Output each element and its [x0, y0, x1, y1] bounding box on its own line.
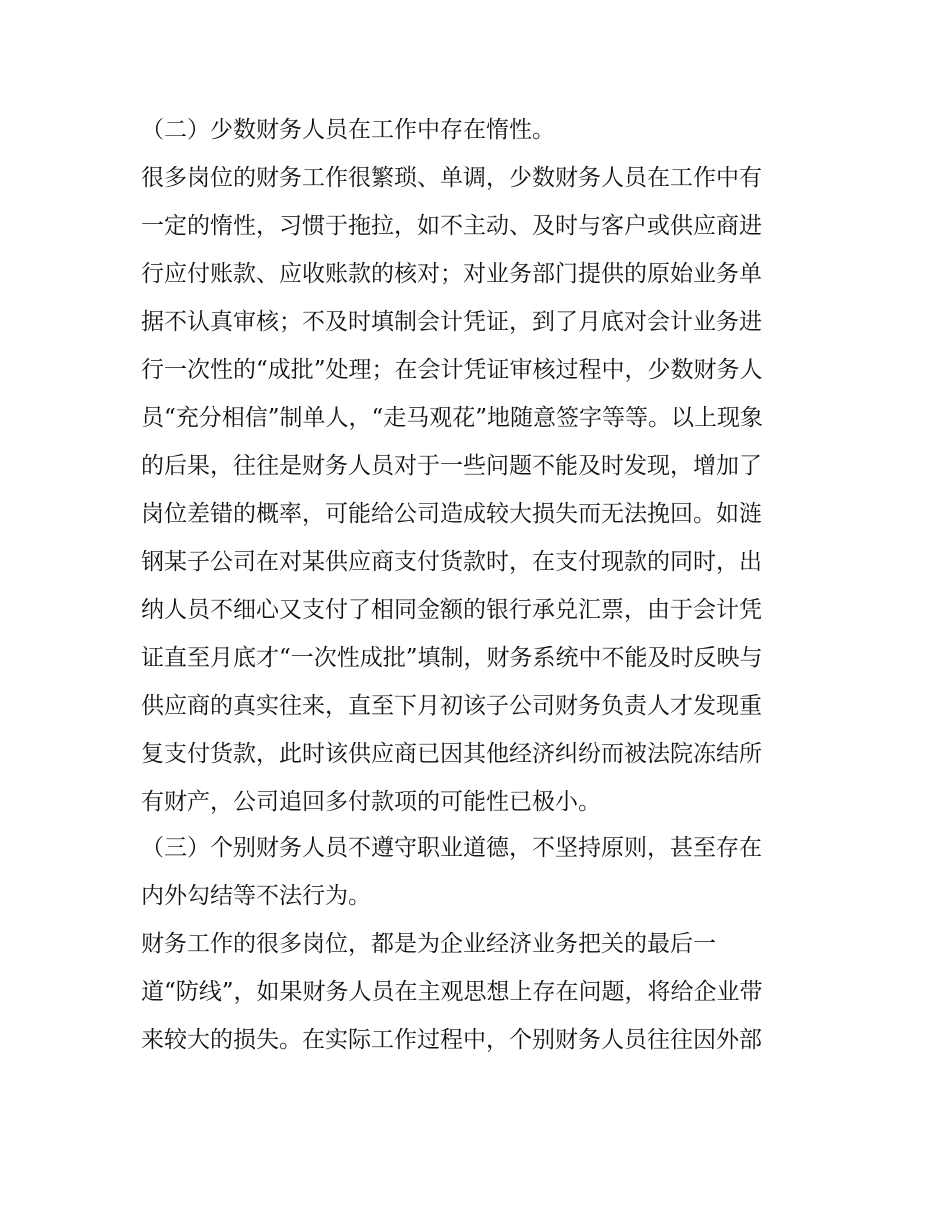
- text-line: 行一次性的“成批”处理；在会计凭证审核过程中，少数财务人: [141, 357, 763, 383]
- text-line: 复支付货款，此时该供应商已因其他经济纠纷而被法院冻结所: [141, 741, 762, 767]
- text-line: 一定的惰性，习惯于拖拉，如不主动、及时与客户或供应商进: [141, 213, 762, 239]
- text-line: 员“充分相信”制单人，“走马观花”地随意签字等等。以上现象: [141, 405, 764, 431]
- text-line: 纳人员不细心又支付了相同金额的银行承兑汇票，由于会计凭: [141, 597, 762, 623]
- text-line: 财务工作的很多岗位，都是为企业经济业务把关的最后一: [141, 931, 716, 957]
- text-line: 道“防线”，如果财务人员在主观思想上存在问题，将给企业带: [141, 979, 763, 1005]
- text-line: 的后果，往往是财务人员对于一些问题不能及时发现，增加了: [141, 453, 762, 479]
- text-line: 有财产，公司追回多付款项的可能性已极小。: [141, 789, 601, 815]
- section-heading-2: （二）少数财务人员在工作中存在惰性。: [141, 117, 555, 143]
- text-line: 供应商的真实往来，直至下月初该子公司财务负责人才发现重: [141, 693, 762, 719]
- text-line: 来较大的损失。在实际工作过程中，个别财务人员往往因外部: [141, 1027, 762, 1053]
- text-line: 岗位差错的概率，可能给公司造成较大损失而无法挽回。如涟: [141, 501, 762, 527]
- text-line: 钢某子公司在对某供应商支付货款时，在支付现款的同时，出: [141, 549, 762, 575]
- text-line: 据不认真审核；不及时填制会计凭证，到了月底对会计业务进: [141, 309, 762, 335]
- text-line: 内外勾结等不法行为。: [141, 883, 371, 909]
- text-line: 很多岗位的财务工作很繁琐、单调，少数财务人员在工作中有: [141, 165, 762, 191]
- text-line: 证直至月底才“一次性成批”填制，财务系统中不能及时反映与: [141, 645, 763, 671]
- section-heading-3: （三）个别财务人员不遵守职业道德，不坚持原则，甚至存在: [141, 835, 762, 861]
- text-line: 行应付账款、应收账款的核对；对业务部门提供的原始业务单: [141, 261, 762, 287]
